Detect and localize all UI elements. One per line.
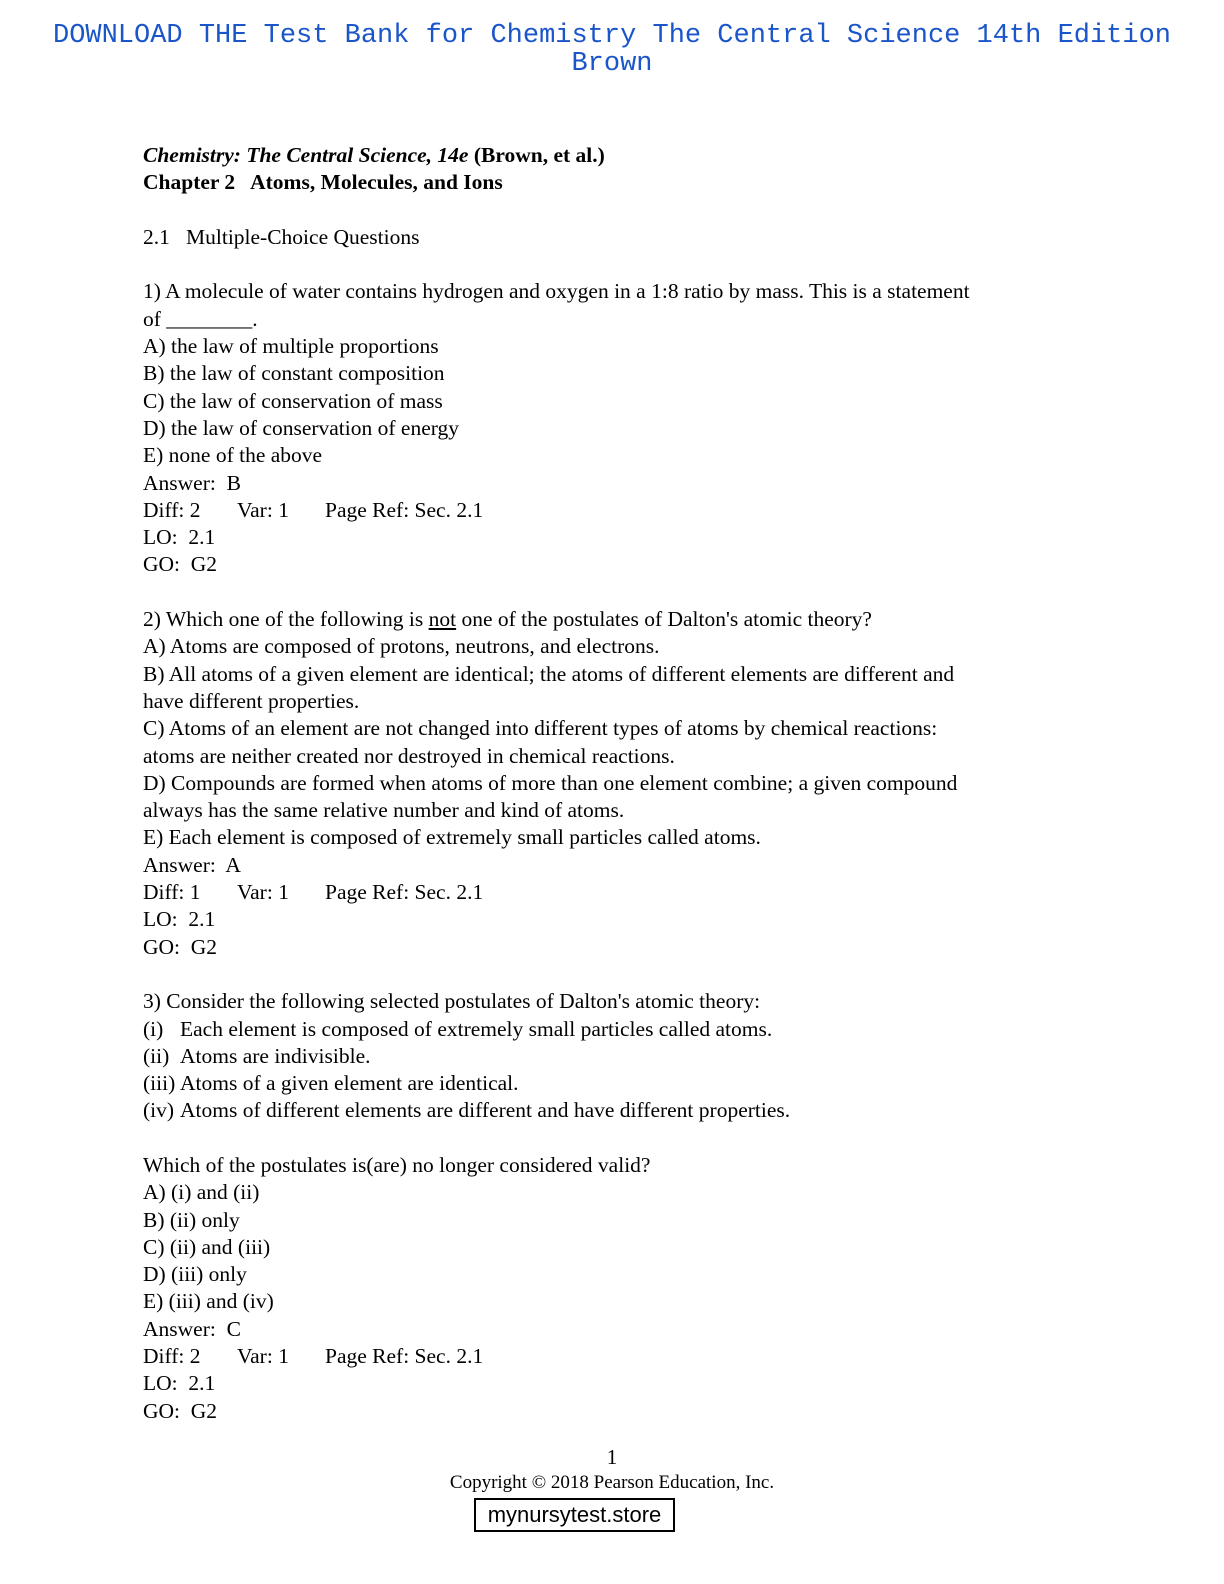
question-1 <box>143 278 1083 578</box>
option-e: E) none of the above <box>143 443 323 468</box>
stem-emphasis: not <box>428 607 457 632</box>
stem-text: 2) Which one of the following is <box>143 607 429 632</box>
postulate-text: Atoms of different elements are different and have different properties. <box>180 1098 791 1123</box>
banner-line-2: Brown <box>571 49 653 79</box>
global-outcome: GO: G2 <box>143 1398 218 1423</box>
postulate-number: (iii) <box>143 1071 176 1096</box>
meta-row <box>143 497 1083 524</box>
banner-line-1: DOWNLOAD THE Test Bank for Chemistry The Central Science 14th Edition <box>53 21 1171 51</box>
postulate-text: Atoms of a given element are identical. <box>180 1071 519 1096</box>
option-c: C) Atoms of an element are not changed into different types of atoms by chemical reactions: <box>143 716 938 741</box>
learning-objective: LO: 2.1 <box>143 1371 216 1396</box>
copyright: Copyright © 2018 Pearson Education, Inc. <box>449 1472 775 1493</box>
chapter-title: Chapter 2 Atoms, Molecules, and Ions <box>143 170 503 195</box>
global-outcome: GO: G2 <box>143 934 218 959</box>
postulate-i <box>143 1016 1083 1043</box>
postulate-number: (i) <box>143 1016 164 1041</box>
option-e: E) (iii) and (iv) <box>143 1289 274 1314</box>
book-title-line <box>143 142 1083 169</box>
postulate-iii <box>143 1070 1083 1097</box>
option-b: B) (ii) only <box>143 1207 240 1232</box>
variant: Var: 1 <box>237 880 289 905</box>
question-stem-cont: of ________. <box>143 306 258 331</box>
difficulty: Diff: 1 <box>143 880 201 905</box>
global-outcome: GO: G2 <box>143 552 218 577</box>
option-d: D) (iii) only <box>143 1262 247 1287</box>
option-b: B) All atoms of a given element are identical; the atoms of different elements are different and <box>143 661 955 686</box>
book-title: Chemistry: The Central Science, 14e <box>143 143 469 167</box>
download-banner-link[interactable] <box>20 22 1204 78</box>
option-a: A) the law of multiple proportions <box>143 334 439 359</box>
postulate-text: Each element is composed of extremely small particles called atoms. <box>180 1016 773 1041</box>
postulate-number: (iv) <box>143 1098 175 1123</box>
book-authors: (Brown, et al.) <box>468 143 605 167</box>
section-heading: 2.1 Multiple-Choice Questions <box>143 224 420 249</box>
page-ref: Page Ref: Sec. 2.1 <box>325 880 484 905</box>
meta-row <box>143 879 1083 906</box>
option-d: D) the law of conservation of energy <box>143 415 460 440</box>
question-stem: 1) A molecule of water contains hydrogen and oxygen in a 1:8 ratio by mass. This is a statement <box>143 279 970 304</box>
postulate-iv <box>143 1097 1083 1124</box>
option-d-cont: always has the same relative number and kind of atoms. <box>143 798 625 823</box>
option-a: A) Atoms are composed of protons, neutrons, and electrons. <box>143 634 660 659</box>
answer: Answer: B <box>143 470 241 495</box>
difficulty: Diff: 2 <box>143 1344 201 1369</box>
option-c: C) the law of conservation of mass <box>143 388 443 413</box>
page-ref: Page Ref: Sec. 2.1 <box>325 497 484 522</box>
learning-objective: LO: 2.1 <box>143 907 216 932</box>
postulate-number: (ii) <box>143 1043 170 1068</box>
option-c-cont: atoms are neither created nor destroyed in chemical reactions. <box>143 743 675 768</box>
option-b: B) the law of constant composition <box>143 361 445 386</box>
question-prompt: Which of the postulates is(are) no longer considered valid? <box>143 1152 651 1177</box>
answer: Answer: A <box>143 852 241 877</box>
meta-row <box>143 1343 1083 1370</box>
answer: Answer: C <box>143 1316 241 1341</box>
question-stem: 3) Consider the following selected postulates of Dalton's atomic theory: <box>143 989 761 1014</box>
page-number: 1 <box>606 1445 618 1469</box>
question-3 <box>143 988 1083 1425</box>
option-a: A) (i) and (ii) <box>143 1180 260 1205</box>
page-ref: Page Ref: Sec. 2.1 <box>325 1344 484 1369</box>
question-2 <box>143 606 1083 961</box>
document-body <box>143 142 1083 1425</box>
variant: Var: 1 <box>237 497 289 522</box>
postulate-text: Atoms are indivisible. <box>180 1043 371 1068</box>
site-link-box[interactable]: mynursytest.store <box>474 1498 675 1532</box>
learning-objective: LO: 2.1 <box>143 525 216 550</box>
option-e: E) Each element is composed of extremely small particles called atoms. <box>143 825 761 850</box>
postulate-ii <box>143 1043 1083 1070</box>
stem-text-end: one of the postulates of Dalton's atomic theory? <box>456 607 872 632</box>
option-b-cont: have different properties. <box>143 688 360 713</box>
option-c: C) (ii) and (iii) <box>143 1234 271 1259</box>
variant: Var: 1 <box>237 1344 289 1369</box>
page-footer <box>0 1444 1224 1496</box>
difficulty: Diff: 2 <box>143 497 201 522</box>
question-stem <box>143 606 1083 633</box>
option-d: D) Compounds are formed when atoms of more than one element combine; a given compound <box>143 770 958 795</box>
